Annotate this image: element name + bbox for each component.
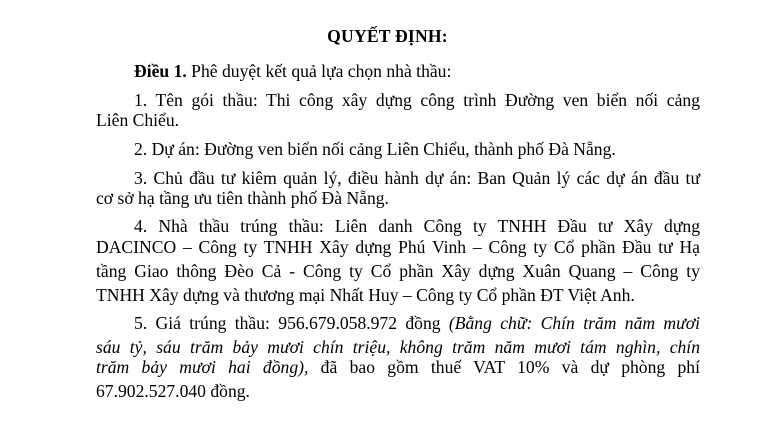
item3-line2: cơ sở hạ tầng ưu tiên thành phố Đà Nẵng. (96, 188, 389, 208)
item1-line2: Liên Chiểu. (96, 110, 180, 130)
article-text: Phê duyệt kết quả lựa chọn nhà thầu: (186, 61, 452, 81)
article-1-line (134, 61, 451, 81)
price-text: 5. Giá trúng thầu: 956.679.058.972 đồng (134, 313, 449, 333)
item4-line1: 4. Nhà thầu trúng thầu: Liên danh Công ty TNHH Đầu tư Xây dựng (134, 216, 700, 236)
item5-line3 (96, 357, 700, 377)
vat-text: đã bao gồm thuế VAT 10% và dự phòng phí (308, 357, 700, 377)
item5-line2: sáu tỷ, sáu trăm bảy mươi chín triệu, không trăm năm mươi tám nghìn, chín (96, 337, 700, 357)
item4-line4: TNHH Xây dựng và thương mại Nhất Huy – Công ty Cổ phần ĐT Việt Anh. (96, 285, 635, 305)
item4-line2: DACINCO – Công ty TNHH Xây dựng Phú Vinh – Công ty Cổ phần Đầu tư Hạ (96, 237, 700, 257)
price-in-words-start: (Bằng chữ: Chín trăm năm mươi (448, 313, 700, 333)
article-label: Điều 1. (134, 61, 187, 81)
item5-line4: 67.902.527.040 đồng. (96, 381, 250, 401)
item2-line1: 2. Dự án: Đường ven biển nối cảng Liên Chiểu, thành phố Đà Nẵng. (134, 139, 616, 159)
price-in-words-end: trăm bảy mươi hai đồng), (96, 357, 309, 377)
item3-line1: 3. Chủ đầu tư kiêm quản lý, điều hành dự án: Ban Quản lý các dự án đầu tư (134, 168, 700, 188)
item5-line1 (134, 313, 700, 333)
item4-line3: tầng Giao thông Đèo Cả - Công ty Cổ phần Xây dựng Xuân Quang – Công ty (96, 261, 700, 281)
item1-line1: 1. Tên gói thầu: Thi công xây dựng công trình Đường ven biển nối cảng (134, 90, 700, 110)
decision-title: QUYẾT ĐỊNH: (327, 26, 448, 46)
